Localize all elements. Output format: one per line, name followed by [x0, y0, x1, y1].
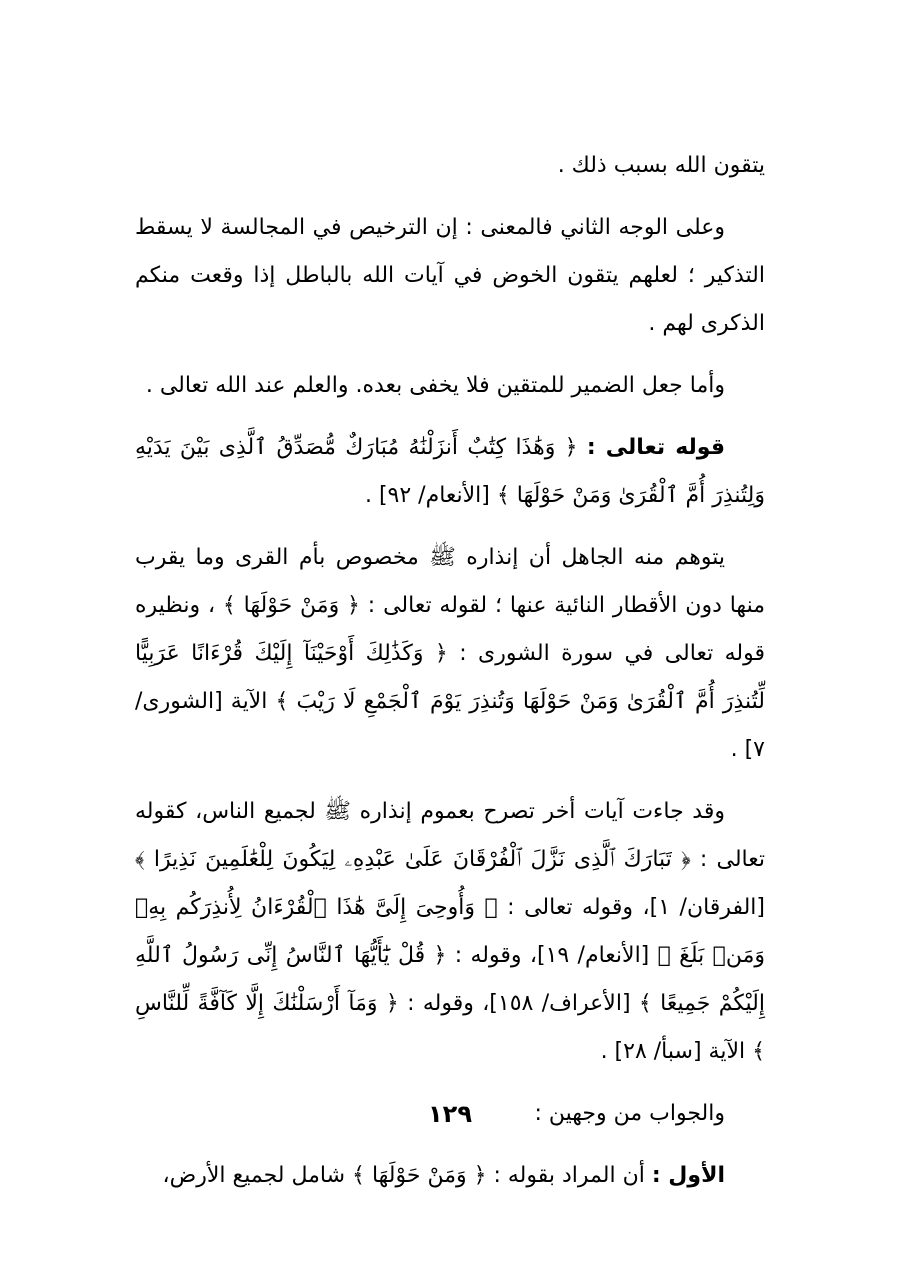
paragraph-7: والجواب من وجهين : [534, 1101, 725, 1126]
paragraph-3: وأما جعل الضمير للمتقين فلا يخفى بعده. والعلم عند الله تعالى . [145, 373, 725, 398]
paragraph-1: يتقون الله بسبب ذلك . [557, 153, 765, 178]
verse-text: ﴿ وَهَٰذَا كِتَٰبٌ أَنزَلْنَٰهُ مُبَارَكٌ مُّصَدِّقُ ٱلَّذِى بَيْنَ يَدَيْهِ وَلِتُنذِرَ أُمَّ ٱلْقُرَىٰ وَمَنْ حَوْلَهَا ﴾ [الأنعام/ ٩٢] . [135, 435, 765, 508]
page-number: ١٢٩ [428, 1100, 472, 1128]
first-answer-paragraph [135, 1152, 765, 1200]
first-answer-label: الأول : [651, 1163, 725, 1188]
verse-intro-label: قوله تعالى : [586, 435, 725, 460]
paragraph-2: وعلى الوجه الثاني فالمعنى : إن الترخيص في المجالسة لا يسقط التذكير ؛ لعلهم يتقون الخوض في آيات الله بالباطل إذا وقعت منكم الذكرى لهم . [135, 215, 765, 336]
first-answer-text: أن المراد بقوله : ﴿ وَمَنْ حَوْلَهَا ﴾ شامل لجميع الأرض، [162, 1163, 645, 1188]
paragraph-5: يتوهم منه الجاهل أن إنذاره ﷺ مخصوص بأم القرى وما يقرب منها دون الأقطار النائية عنها ؛ لقوله تعالى : ﴿ وَمَنْ حَوْلَهَا ﴾ ، ونظيره قوله تعالى في سورة الشورى : ﴿ وَكَذَٰلِكَ أَوْحَيْنَآ إِلَيْكَ قُرْءَانًا عَرَبِيًّا لِّتُنذِرَ أُمَّ ٱلْقُرَىٰ وَمَنْ حَوْلَهَا وَتُنذِرَ يَوْمَ ٱلْجَمْعِ لَا رَيْبَ ﴾ الآية [الشورى/ ٧] . [135, 545, 765, 762]
paragraph-6: وقد جاءت آيات أخر تصرح بعموم إنذاره ﷺ لجميع الناس، كقوله تعالى : ﴿ تَبَارَكَ ٱلَّذِى نَزَّلَ ٱلْفُرْقَانَ عَلَىٰ عَبْدِهِۦ لِيَكُونَ لِلْعَٰلَمِينَ نَذِيرًا ﴾ [الفرقان/ ١]، وقوله تعالى : ﴿ وَأُوحِىَ إِلَىَّ هَٰذَا ٱلْقُرْءَانُ لِأُنذِرَكُم بِهِۦ وَمَنۢ بَلَغَ ﴾ [الأنعام/ ١٩]، وقوله : ﴿ قُلْ يَٰٓأَيُّهَا ٱلنَّاسُ إِنِّى رَسُولُ ٱللَّهِ إِلَيْكُمْ جَمِيعًا ﴾ [الأعراف/ ١٥٨]، وقوله : ﴿ وَمَآ أَرْسَلْنَٰكَ إِلَّا كَآفَّةً لِّلنَّاسِ ﴾ الآية [سبأ/ ٢٨] . [135, 799, 765, 1064]
page-body [135, 142, 765, 1200]
verse-paragraph [135, 424, 765, 520]
